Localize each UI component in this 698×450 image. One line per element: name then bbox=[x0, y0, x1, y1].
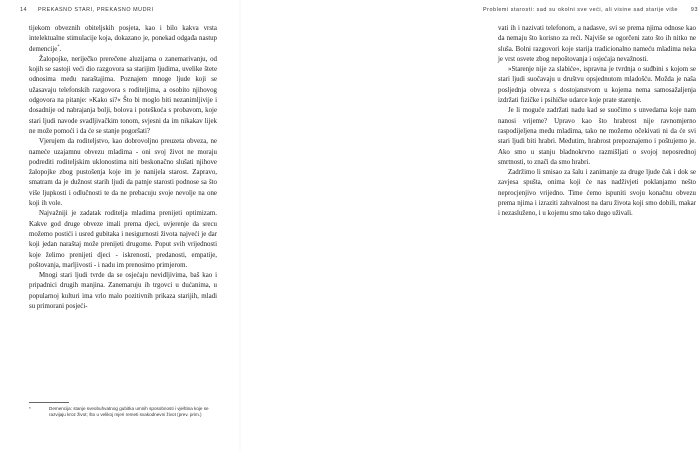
right-page-header bbox=[483, 7, 698, 17]
left-running-head: PREKASNO STARI, PREKASNO MUDRI bbox=[38, 7, 154, 13]
left-page-number: 14 bbox=[20, 7, 28, 13]
left-page bbox=[0, 0, 240, 450]
footnote-marker: * bbox=[29, 406, 31, 411]
paragraph: Vjerujem da roditeljstvo, kao dobrovoljno preuzeta obveza, ne nameće uzajamnu obvezu mladima - oni svoj život ne moraju podrediti roditeljskim uklonostima niti beskonačno slušati njihove žalopojke zbog pustošenja koje im je nanijela starost. Zapravo, smatram da je dužnost starih ljudi da patnje starosti podnose sa što više ljupkosti i odlučnosti te da ne prebacuju svoje nevolje na one koji ih vole. bbox=[29, 138, 217, 208]
paragraph: Mnogi stari ljudi tvrde da se osjećaju nevidljivima, baš kao i pripadnici drugih manjina. Zanemaruju ih trgovci u dućanima, u popularnoj kulturi ima vrlo malo pozitivnih prikaza starijih, mladi su primorani posjeći- bbox=[29, 272, 217, 311]
left-page-header bbox=[20, 7, 226, 17]
right-page-number: 93 bbox=[690, 7, 698, 13]
paragraph: Najvažniji je zadatak roditelja mladima prenijeti optimizam. Kakve god druge obveze imali prema djeci, uvjerenje da srecu možemo postići i usred gubitaka i nesigurnosti života najveći je dar koji jedan naraštaj može prenijeti drugome. Poput svih vrijednosti koje želimo prenijeti djeci - iskrenosti, predanosti, empatije, poštovanja, marljivosti - i nadu im prenosimo primjerom. bbox=[29, 210, 217, 269]
left-page-body bbox=[29, 24, 217, 312]
paragraph: Je li moguće zadržati nadu kad se suočimo s unvedama koje nam nanosi vrijeme? Upravo kao što hrabrost nije ravnomjerno raspodijeljena među mladima, tako ne možemo očekivati ni da će svi stari ljudi biti hrabri. Međutim, hrabrost prepoznajemo i poštujemo je. Ako smo u stanju bladnokrvno razmišljati o svojoj neposrednoj smrtnosti, to znači da smo hrabri. bbox=[498, 107, 696, 166]
paragraph: vati ih i nazivati telefonom, a nadasve, svi se prema njima odnose kao da nemaju što korisno za reći. Najviše se ogorčeni zato što ih nitko ne sluša. Bolni razgovori koje starija tradicionalno nameću mladima neka je vrst osvete zbog nepoštovanja i osjećaja nevažnosti. bbox=[498, 25, 696, 63]
paragraph: Zadržimo li smisao za šalu i zanimanje za druge ljude čak i dok se zavjesa spušta, onima koji će nas nadživjeti poklanjamo nešto neprocjenjivo vrijedno. Time ćemo ispuniti svoju konačnu obvezu prema njima i izraziti zahvalnost na daru života koji smo dobili, makar i nezasluženo, i u kojemu smo tako dugo uživali. bbox=[498, 169, 696, 218]
footnote-divider bbox=[29, 402, 69, 403]
right-page bbox=[240, 0, 698, 450]
footnote-reference: * bbox=[57, 43, 60, 49]
paragraph: Žalopojke, neriječko prerečene aluzijama o zanemarivanju, od kojih se sastoji veći dio razgovora sa starijim ljudima, uvelike štete odnosima među naraštajima. Poznajem mnoge ljude koji se užasavaju telefonskih razgovora s roditeljima, a osobito njihovog odgovora na pitanje: »Kako si?« Što bi moglo biti nezanimljivije i dosadnije od nabrajanja bolji, bolova i poteškoća s probavom, koje stari ljudi navode svadljivačkim tonom, svjesni da im nikakav lijek ne može pomoći i da će se stanje pogoršati? bbox=[29, 55, 217, 135]
right-page-body bbox=[498, 24, 696, 220]
right-running-head: Problemi starosti: sad su okolni sve veći, ali visine sad starije više bbox=[483, 7, 678, 13]
paragraph: tijekom obveznih obiteljskih posjeta, kao i bilo kakva vrsta intelektualne stimulacije koja, dokazano je, ponekad odgađa nastup demencije*. bbox=[29, 25, 217, 53]
paragraph: »Starenje nije za slabiće«, ispravna je tvrdnja o suđbini s kojom se stari ljudi suočavaju u društvu opsjednutom mladošću. Možda je naša posljednja obveza s dostojanstvom u kojema nema samosažaljenja izdržati fizičke i psihičke udarce koje prate starenje. bbox=[498, 66, 696, 105]
footnote bbox=[29, 406, 217, 418]
footnote-text: Demencija: stanje sveobuhvatnog gubitka umnih sposobnosti i vještina koje se razvijaju kroz život; što u velikoj mjeri remeti svakodnevni život (prev. prim.) bbox=[49, 406, 209, 417]
